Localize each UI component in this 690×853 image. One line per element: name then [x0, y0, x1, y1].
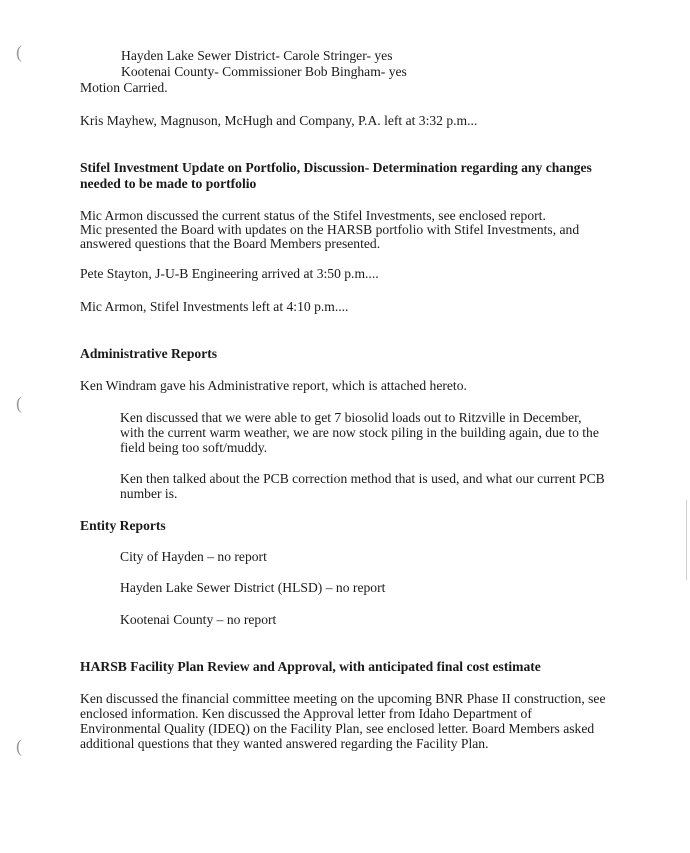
facility-para-line-4: additional questions that they wanted answered regarding the Facility Plan. — [80, 736, 489, 751]
entity-heading: Entity Reports — [80, 518, 166, 533]
facility-heading: HARSB Facility Plan Review and Approval, with anticipated final cost estimate — [80, 659, 541, 674]
admin-item1-line-3: field being too soft/muddy. — [120, 440, 268, 455]
entity-item-hayden: City of Hayden – no report — [120, 549, 267, 564]
admin-item2-line-2: number is. — [120, 486, 178, 501]
stifel-heading-line-1: Stifel Investment Update on Portfolio, Discussion- Determination regarding any changes — [80, 160, 592, 175]
mic-left-note: Mic Armon, Stifel Investments left at 4:10 p.m.... — [80, 299, 349, 314]
binder-hole-mark-bottom: ( — [16, 736, 22, 756]
admin-heading: Administrative Reports — [80, 346, 218, 361]
binder-hole-mark-top: ( — [16, 42, 22, 62]
vote-line-hlsd: Hayden Lake Sewer District- Carole Stringer- yes — [121, 48, 393, 63]
stifel-para-line-1: Mic Armon discussed the current status of the Stifel Investments, see enclosed report. — [80, 208, 546, 223]
facility-para-line-1: Ken discussed the financial committee meeting on the upcoming BNR Phase II construction, see — [80, 691, 606, 706]
stifel-para-line-3: answered questions that the Board Members presented. — [80, 236, 381, 251]
facility-para-line-3: Environmental Quality (IDEQ) on the Facility Plan, see enclosed letter. Board Members asked — [80, 721, 595, 736]
motion-carried: Motion Carried. — [80, 80, 168, 95]
scan-edge-line — [686, 500, 687, 580]
stifel-para-line-2: Mic presented the Board with updates on the HARSB portfolio with Stifel Investments, and — [80, 222, 580, 237]
vote-line-kootenai: Kootenai County- Commissioner Bob Bingham- yes — [121, 64, 407, 79]
binder-hole-mark-middle: ( — [16, 393, 22, 413]
facility-para-line-2: enclosed information. Ken discussed the Approval letter from Idaho Department of — [80, 706, 532, 721]
admin-item1-line-2: with the current warm weather, we are now stock piling in the building again, due to the — [120, 425, 599, 440]
entity-item-kootenai: Kootenai County – no report — [120, 612, 277, 627]
entity-item-hlsd: Hayden Lake Sewer District (HLSD) – no report — [120, 580, 386, 595]
kris-left-note: Kris Mayhew, Magnuson, McHugh and Company, P.A. left at 3:32 p.m... — [80, 113, 478, 128]
admin-item2-line-1: Ken then talked about the PCB correction method that is used, and what our current PCB — [120, 471, 605, 486]
stifel-heading-line-2: needed to be made to portfolio — [80, 176, 257, 191]
pete-arrived-note: Pete Stayton, J-U-B Engineering arrived at 3:50 p.m.... — [80, 266, 379, 281]
admin-intro: Ken Windram gave his Administrative report, which is attached hereto. — [80, 378, 467, 393]
admin-item1-line-1: Ken discussed that we were able to get 7 biosolid loads out to Ritzville in December, — [120, 410, 582, 425]
